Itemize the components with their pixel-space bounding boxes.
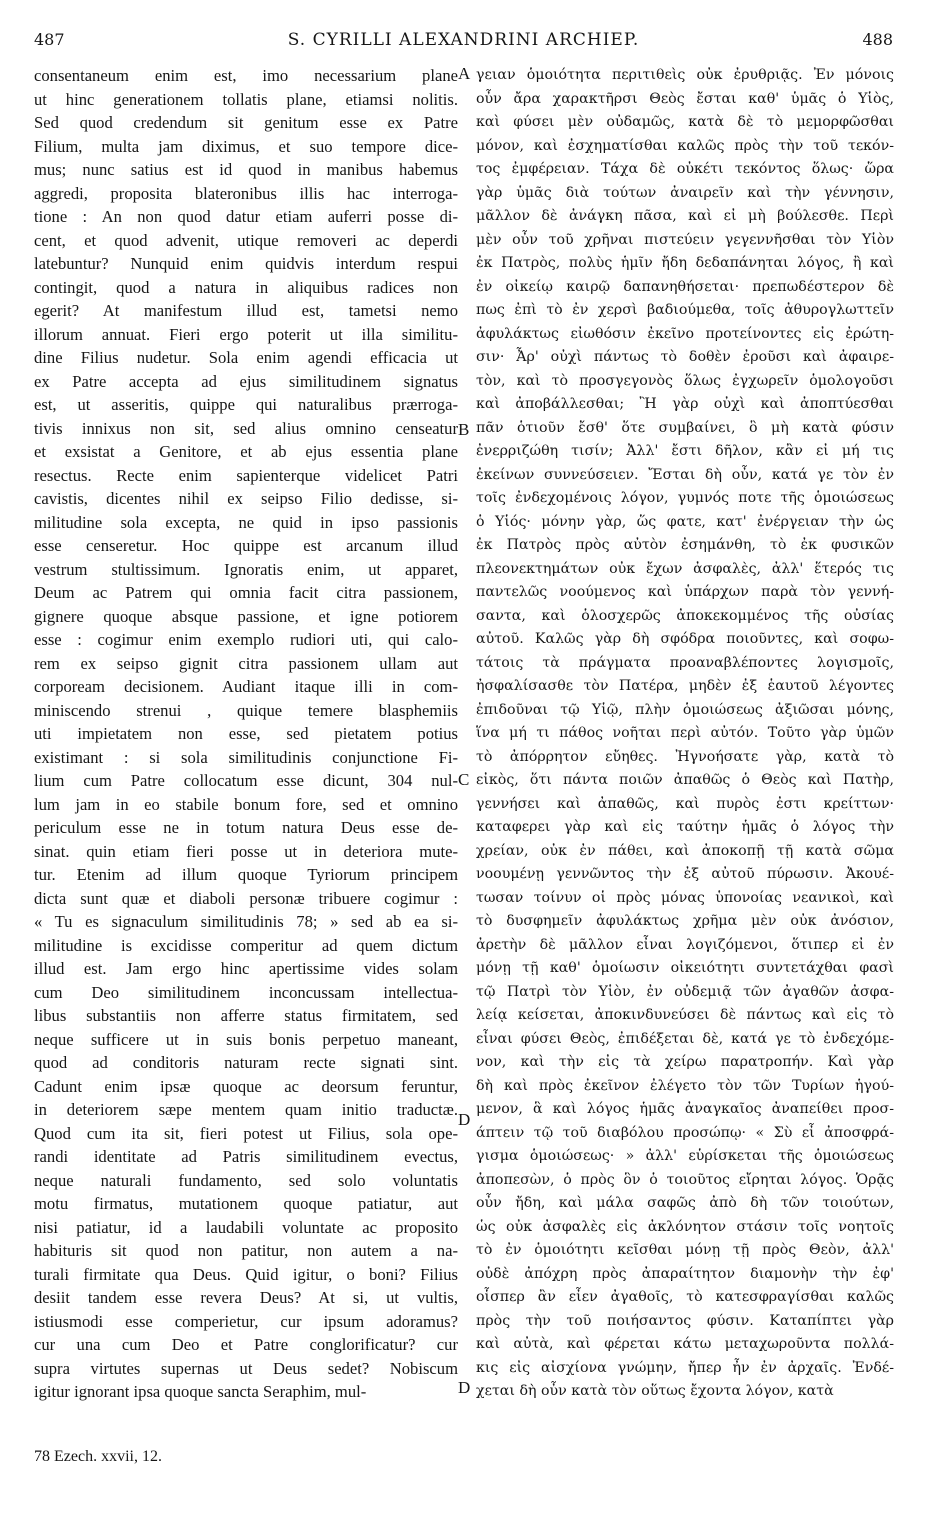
text-line: aggredi, proposita blateronibus illis hac interroga- bbox=[34, 183, 458, 203]
text-line: τὸ ἐν ὁμοιότητι κεῖσθαι μόνῃ τῇ πρὸς Θεὸν, ἀλλ' bbox=[476, 1242, 894, 1258]
text-line: militudine sola excepta, ne quid in ipso passionis bbox=[34, 512, 458, 532]
text-line: λείᾳ κείσεται, ἀποκινδυνεύσει δὲ πάντως καὶ εἰς τὸ bbox=[476, 1007, 894, 1023]
text-line: cavistis, dicentes nihil ex seipso Filio dedisse, si- bbox=[34, 489, 458, 508]
text-line: σαντα, καὶ ὁλοσχερῶς ἀποκεκομμένος τῆς οὐσίας bbox=[476, 607, 894, 624]
text-line: miniscendo strenui , quique temere blasphemiis bbox=[34, 700, 458, 720]
text-line: gignere quoque absque passione, et igne potiorem bbox=[34, 606, 458, 626]
greek-column bbox=[476, 64, 894, 1404]
text-line: existimant : si sola similitudinis conjunctione Fi- bbox=[34, 747, 458, 767]
text-line: οὖν ἄρα χαρακτῆρσι Θεὸς ἔσται καθ' ὑμᾶς ὁ Υἱὸς, bbox=[476, 90, 894, 107]
text-line: illorum annuat. Fieri ergo poterit ut illa similitu- bbox=[34, 324, 458, 344]
text-line: est, ut asseritis, quippe qui naturalibus prærroga- bbox=[34, 395, 458, 414]
text-line: μενον, ἃ καὶ λόγος ἡμᾶς ἀναγκαῖος ἀναπείθει προσ- bbox=[476, 1101, 894, 1117]
text-line: πᾶν ὁτιοῦν ἔσθ' ὅτε συμβαίνει, ὃ μὴ κατὰ φύσιν bbox=[476, 419, 894, 436]
text-line: turali firmitate qua Deus. Quid igitur, o boni? Filius bbox=[34, 1264, 458, 1284]
text-line: σιν· Ἆρ' οὐχὶ πάντως τὸ δοθὲν ἐροῦσι καὶ ἀφαιρε- bbox=[476, 349, 894, 365]
text-line: et exsistat a Genitore, et ab ejus essentia plane bbox=[34, 442, 458, 461]
text-line: τὸν, καὶ τὸ προσγεγονὸς ὅλως ἐγχωρεῖν ὁμολογοῦσι bbox=[476, 372, 894, 389]
text-line: ἀρετὴν δὲ μᾶλλον εἶναι λογιζόμενοι, ὅτιπερ εἰ ἐν bbox=[476, 936, 894, 953]
text-line: παντελῶς νοούμενος καὶ ὑπάρχων παρὰ τὸν γεννή- bbox=[476, 584, 894, 600]
text-line: egerit? At manifestum illud est, tametsi nemo bbox=[34, 301, 458, 320]
text-line: nisi patiatur, id a laudabili voluntate ac proposito bbox=[34, 1217, 458, 1237]
text-line: Sed quod credendum sit genitum esse ex Patre bbox=[34, 113, 458, 132]
text-line: ἠσφαλίσασθε τὸν Πατέρα, μηδὲν ἐξ ἑαυτοῦ λέγοντες bbox=[476, 678, 894, 694]
text-line: dicta sunt quæ et diaboli personæ tribuere cogimur : bbox=[34, 888, 458, 908]
text-line: τὸ ἀπόρρητον εὔηθες. Ἠγνοήσατε γὰρ, κατὰ τὸ bbox=[476, 748, 894, 765]
text-line: οὖν ἤδη, καὶ μάλα σαφῶς ἀπὸ δὴ τῶν τοιούτων, bbox=[476, 1195, 894, 1211]
text-line: habituris sit quod non patitur, non autem a na- bbox=[34, 1241, 458, 1260]
text-line: νοουμένῃ γεννῶντος τὴν ἐξ αὐτοῦ πύρωσιν. Ἀκουέ- bbox=[476, 866, 894, 882]
text-line: sinat. quin etiam fieri posse ut in deteriora mute- bbox=[34, 841, 458, 861]
text-line: καὶ ἀποβάλλεσθαι; Ἢ γὰρ οὐχὶ καὶ ἀποπτύεσθαι bbox=[476, 396, 894, 412]
text-line: cur una cum Deo et Patre conglorificatur? cur bbox=[34, 1335, 458, 1354]
text-line: cum Deo similitudinem inconcussam intellectua- bbox=[34, 982, 458, 1002]
margin-marker-a: A bbox=[458, 64, 471, 83]
text-line: νον, καὶ τὴν εἰς τὰ χείρω παρατροπήν. Καὶ γὰρ bbox=[476, 1054, 894, 1070]
text-line: Cadunt enim ipsæ quoque ac deorsum feruntur, bbox=[34, 1076, 458, 1096]
text-line: γὰρ ὑμᾶς διὰ τούτων ἀναιρεῖν καὶ τὴν γέννησιν, bbox=[476, 184, 894, 201]
text-line: Deum ac Patrem qui omnia facit citra passionem, bbox=[34, 583, 458, 602]
text-line: vestrum stultissimum. Ignoratis enim, ut apparet, bbox=[34, 559, 458, 579]
text-line: neque sufficere ut in suis bonis perpetuo maneant, bbox=[34, 1029, 458, 1049]
text-line: καὶ φύσει μὲν οὐδαμῶς, κατὰ δὲ τὸ μεμορφῶσθαι bbox=[476, 114, 894, 130]
text-line: desiit tandem esse revera Deus? At si, ut vultis, bbox=[34, 1288, 458, 1307]
text-line: lium cum Patre collocatum esse dicunt, 304 nul- bbox=[34, 771, 458, 790]
text-line: εἶναι φύσει Θεὸς, ἐπιδέξεται δὲ, κατά γε τὸ ἐνδεχόμε- bbox=[476, 1030, 894, 1047]
text-line: καὶ αὐτὰ, καὶ φέρεται κάτω μεταχωροῦντα πολλά- bbox=[476, 1336, 894, 1352]
text-line: dine Filius nudetur. Sola enim agendi efficacia ut bbox=[34, 348, 458, 367]
text-line: neque naturali fundamento, sed solo voluntatis bbox=[34, 1170, 458, 1190]
text-line: χρείαν, οὐκ ἐν πάθει, καὶ ἀποκοπῇ τῇ κατὰ σῶμα bbox=[476, 842, 894, 859]
text-line: καταφερει γὰρ καὶ εἰς ταύτην ἡμᾶς ὁ λόγος τὴν bbox=[476, 819, 894, 835]
text-line: igitur ignorant ipsa quoque sancta Seraphim, mul- bbox=[34, 1382, 367, 1401]
text-line: οἷσπερ ἂν εἶεν ἀγαθοῖς, τὸ κατεσφραγίσθαι καλῶς bbox=[476, 1289, 894, 1305]
text-line: contingit, quod a natura in aliquibus radices non bbox=[34, 277, 458, 297]
text-line: « Tu es signaculum similitudinis 78; » sed ab ea si- bbox=[34, 912, 458, 931]
margin-marker-d: D bbox=[458, 1110, 471, 1129]
left-page-number: 487 bbox=[34, 30, 65, 49]
text-line: tur. Etenim ad illum quoque Tyriorum principem bbox=[34, 865, 458, 884]
text-line: τος ἐμφέρειαν. Τάχα δὲ οὐκέτι τεκόντος ὅλως· ὥρα bbox=[476, 161, 894, 177]
running-title: S. CYRILLI ALEXANDRINI ARCHIEP. bbox=[287, 30, 640, 50]
text-line: illud est. Jam ergo hinc apertissime vides solam bbox=[34, 959, 458, 978]
text-line: tivis innixus non sit, sed alius omnino censeatur bbox=[34, 418, 458, 438]
text-line: γισμα ὁμοιώσεως· » ἀλλ' εὑρίσκεται τῆς ὁμοιώσεως bbox=[476, 1148, 894, 1164]
text-line: εἰκὸς, ὅτι πάντα ποιῶν ἀπαθῶς ὁ Θεὸς καὶ Πατὴρ, bbox=[476, 772, 894, 788]
text-line: ἐκ Πατρὸς, πολὺς ἡμῖν ἤδη δεδαπάνηται λόγος, ἢ καὶ bbox=[476, 255, 894, 271]
text-line: μᾶλλον δὲ ἀνάγκη πᾶσα, καὶ εἰ μὴ βούλεσθε. Περὶ bbox=[476, 208, 894, 224]
text-line: χεται δὴ οὖν κατὰ τὸν οὕτως ἔχοντα λόγον, κατὰ bbox=[476, 1383, 834, 1399]
text-line: άπτειν τῷ τοῦ διαβόλου προσώπῳ· « Σὺ εἶ ἀποσφρά- bbox=[476, 1124, 894, 1141]
text-line: esse censeretur. Hoc quippe est arcanum illud bbox=[34, 536, 458, 555]
text-line: γειαν ὁμοιότητα περιτιθεὶς οὐκ ἐρυθριᾷς. Ἐν μόνοις bbox=[476, 67, 894, 83]
text-line: τάτοις τὰ πράγματα προαναβλέποντες λογισμοῖς, bbox=[476, 654, 894, 671]
text-line: τὸ δυσφημεῖν ἀφυλάκτως χρῆμα μὲν οὐκ ἀνόσιον, bbox=[476, 913, 894, 929]
text-line: militudine is excidisse comperitur ad quem dictum bbox=[34, 935, 458, 955]
text-line: δὴ καὶ πρὸς ἐκεῖνον ἐλέγετο τὸν τῶν Τυρίων ἡγού- bbox=[476, 1077, 894, 1094]
text-line: esse : cogimur enim exemplo rudiori uti, qui calo- bbox=[34, 630, 458, 649]
text-line: periculum esse ne in totum natura Deus esse de- bbox=[34, 818, 458, 837]
text-line: ὡς οὐκ ἀσφαλὲς εἰς ἀκλόνητον στάσιν τοῖς νοητοῖς bbox=[476, 1218, 894, 1235]
text-line: ἐν οἰκείῳ καιρῷ δαπανηθήσεται· πρεπωδέστερον δὲ bbox=[476, 278, 894, 295]
text-line: ἐκείνων συννεύσειεν. Ἔσται δὴ οὖν, κατά γε τὸν ἐν bbox=[476, 466, 894, 483]
text-line: αὐτοῦ. Καλῶς γὰρ δὴ σφόδρα ποιοῦντες, καὶ σοφω- bbox=[476, 631, 894, 647]
page-header bbox=[34, 30, 893, 60]
text-line: tione : An non quod datur etiam auferri posse di- bbox=[34, 207, 458, 226]
margin-marker-d-second: D bbox=[458, 1378, 471, 1397]
margin-marker-b: B bbox=[458, 420, 470, 439]
text-line: τωσαν τοίνυν οἱ πρὸς μόνας ὑπονοίας νεανικοὶ, καὶ bbox=[476, 889, 894, 906]
text-line: ὁ Υἱός· μόνην γὰρ, ὥς φατε, κατ' ἐνέργειαν τὴν ὡς bbox=[476, 513, 894, 530]
text-line: quod ad conditoris naturam recte signati sint. bbox=[34, 1053, 458, 1072]
text-line: istiusmodi esse comperietur, cur ipsum adoramus? bbox=[34, 1311, 458, 1331]
text-line: ut hinc generationem tollatis plane, etiamsi nolitis. bbox=[34, 89, 458, 109]
text-line: κις εἰς αἰσχίονα γνώμην, ἤπερ ἦν ἐν ἀρχαῖς. Ἐνδέ- bbox=[476, 1359, 894, 1376]
margin-marker-c: C bbox=[458, 770, 470, 789]
text-line: ἀποπεσὼν, ὁ πρὸς ὃν ὁ τοιοῦτος εἴρηται λόγος. Ὁρᾷς bbox=[476, 1171, 894, 1188]
text-line: corpoream decisionem. Audiant itaque illi in com- bbox=[34, 677, 458, 696]
text-line: ἐνερριζώθη τισίν; Ἀλλ' ἔστι δῆλον, κἂν εἰ μή τις bbox=[476, 443, 894, 459]
text-line: randi identitate ad Patris similitudinem evectus, bbox=[34, 1147, 458, 1166]
text-line: ἵνα μή τι πάθος νοῆται περὶ αὐτόν. Τοῦτο γὰρ ὑμῶν bbox=[476, 725, 894, 741]
text-line: in deteriorem sæpe mentem quam initio traductæ. bbox=[34, 1100, 458, 1119]
text-line: mus; nunc satius est id quod in manibus habemus bbox=[34, 160, 458, 179]
text-line: ἀφυλάκτως εἰωθόσιν ἐκεῖνο προτείνοντες εἰς ἐρώτη- bbox=[476, 325, 894, 342]
text-line: consentaneum enim est, imo necessarium plane bbox=[34, 66, 458, 85]
text-line: πλεονεκτημάτων οὐκ ἔχων ἀσφαλὲς, ἀλλ' ἕτερός τις bbox=[476, 560, 894, 577]
text-line: ἐπιδοῦναι τῷ Υἱῷ, πλὴν ὁμοιώσεως ἀξιῶσαι μόνης, bbox=[476, 701, 894, 718]
text-line: cent, et quod advenit, utique removeri ac deperdi bbox=[34, 230, 458, 250]
text-line: τοῖς ἐνδεχομένοις λόγον, γυμνός ποτε τῆς ὁμοιώσεως bbox=[476, 490, 894, 506]
text-line: πως ἐπὶ τὸ ἐν χερσὶ βαδιούμεθα, τοῖς ἀθυρογλωττεῖν bbox=[476, 302, 894, 318]
text-line: μόνον, καὶ ἐσχηματίσθαι καλῶς πρὸς τὴν τοῦ τεκόν- bbox=[476, 137, 894, 154]
text-line: τῷ Πατρὶ τὸν Υἱὸν, ἐν οὐδεμιᾷ τῶν ἀγαθῶν ἀσφα- bbox=[476, 983, 894, 1000]
text-line: ἐκ Πατρὸς πρὸς αὐτὸν ἐσημάνθη, τὸ ἐκ φυσικῶν bbox=[476, 537, 894, 553]
footnote: 78 Ezech. xxvii, 12. bbox=[34, 1448, 162, 1465]
text-line: rem ex seipso gignit citra passionem ullam aut bbox=[34, 653, 458, 673]
text-line: motu firmatus, mutationem quoque patiatur, aut bbox=[34, 1194, 458, 1213]
text-line: supra virtutes supernas ut Deus sedet? Nobiscum bbox=[34, 1358, 458, 1378]
text-line: ex Patre accepta ad ejus similitudinem signatus bbox=[34, 371, 458, 391]
text-line: Filium, multa jam diximus, et suo tempore dice- bbox=[34, 136, 458, 156]
text-line: lum jam in eo stabile bonum fore, sed et omnino bbox=[34, 794, 458, 814]
text-line: uti impietatem non esse, sed pietatem potius bbox=[34, 724, 458, 743]
text-line: μὲν οὖν τοῦ χρῆναι πιστεύειν γεγεννῆσθαι τὸν Υἱὸν bbox=[476, 231, 894, 248]
text-line: resectus. Recte enim sapienterque videlicet Patri bbox=[34, 465, 458, 485]
text-line: latebuntur? Nunquid enim quidvis interdum respui bbox=[34, 254, 458, 273]
latin-column bbox=[34, 64, 458, 1404]
right-page-number: 488 bbox=[862, 30, 893, 49]
text-line: libus substantiis non afferre status firmitatem, sed bbox=[34, 1006, 458, 1025]
text-line: μόνῃ τῇ καθ' ὁμοίωσιν οἰκειότητι συντετάχθαι φασὶ bbox=[476, 960, 894, 976]
text-line: πρὸς τὴν τοῦ ποιήσαντος φύσιν. Καταπίπτει γὰρ bbox=[476, 1312, 894, 1329]
text-line: γεννήσει καὶ ἀπαθῶς, καὶ πυρὸς ἐστι κρείττων· bbox=[476, 795, 894, 812]
text-line: οὐδὲ ἀπόχρη πρὸς ἀπαραίτητον διαμονὴν τὴν ἐφ' bbox=[476, 1265, 894, 1282]
text-line: Quod cum ita sit, fieri potest ut Filius, sola ope- bbox=[34, 1123, 458, 1143]
